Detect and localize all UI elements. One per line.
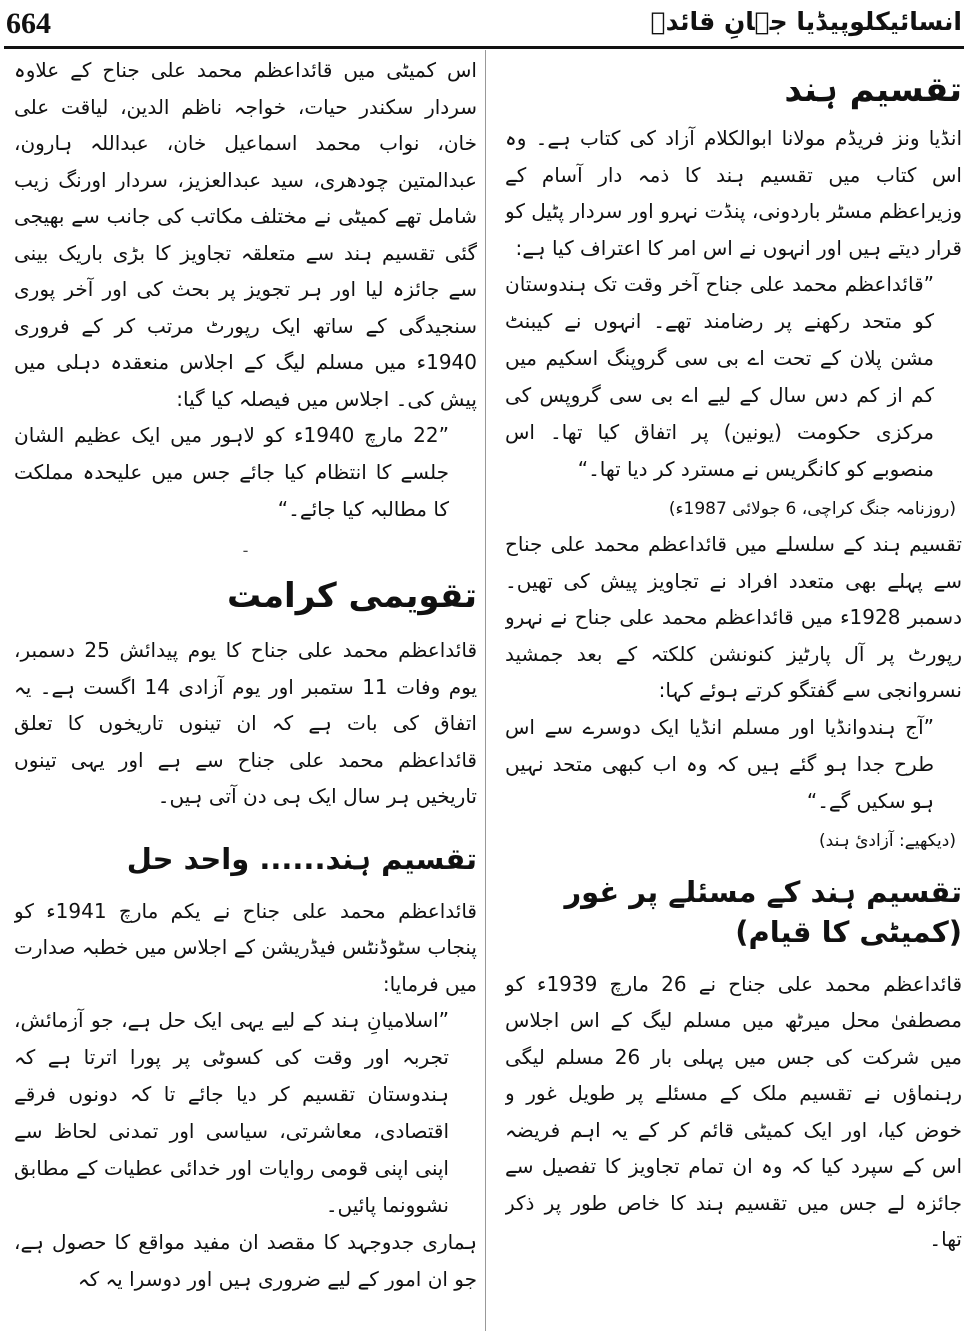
section-heading-partition: تقسیم ہند	[784, 70, 962, 110]
block-quote: ”قائداعظم محمد علی جناح آخر وقت تک ہندوستان کو متحد رکھنے پر رضامند تھے۔ انہوں نے کیبنٹ مشن پلان کے تحت اے بی سی گروپنگ اسکیم میں کم از کم دس سال کے لیے اے بی سی گروپس کی مرکزی حکومت (یونین) پر اتفاق کیا تھا۔ اس منصوبے کو کانگریس نے مسترد کر دیا تھا۔“	[505, 272, 934, 481]
paragraph: تقسیم ہند کے سلسلے میں قائداعظم محمد علی جناح سے پہلے بھی متعدد افراد نے تجاویز پیش کی تھیں۔ دسمبر 1928ء میں قائداعظم محمد علی جناح نے نہرو رپورٹ پر آل پارٹیز کنونشن کلکتہ کے بعد جمشید نسروانجی سے گفتگو کرتے ہوئے کہا:	[505, 532, 962, 702]
column-divider	[485, 50, 486, 1331]
left-column	[14, 52, 477, 1333]
paragraph: قائداعظم محمد علی جناح نے یکم مارچ 1941ء کو پنجاب سٹوڈنٹس فیڈریشن کے اجلاس میں خطبہ صدارت میں فرمایا:	[14, 898, 477, 996]
paragraph: قائداعظم محمد علی جناح کا یوم پیدائش 25 دسمبر، یوم وفات 11 ستمبر اور یوم آزادی 14 اگست ہے۔ یہ اتفاق کی بات ہے کہ ان تینوں تاریخوں کا تعلق قائداعظم محمد علی جناح سے ہے اور یہی تینوں تاریخیں ہر سال ایک ہی دن آتی ہیں۔	[14, 638, 477, 808]
paragraph: اس کمیٹی میں قائداعظم محمد علی جناح کے علاوہ سردار سکندر حیات، خواجہ ناظم الدین، لیاقت علی خان، نواب محمد اسماعیل خان، عبداللہ ہارون، عبدالمتین چودھری، سید عبدالعزیز، سردار اورنگ زیب شامل تھے کمیٹی نے مختلف مکاتب کی جانب سے بھیجی گئی تقسیم ہند سے متعلقہ تجاویز کا بڑی باریک بینی سے جائزہ لیا اور ہر تجویز پر بحث کی اور آخر پوری سنجیدگی کے ساتھ ایک رپورٹ مرتب کر کے فروری 1940ء میں مسلم لیگ کے اجلاس منعقدہ دہلی میں پیش کی۔ اجلاس میں فیصلہ کیا گیا:	[14, 58, 477, 411]
cross-reference: (دیکھیے: آزادیٔ ہند)	[819, 830, 956, 851]
block-quote: ”آج ہندوانڈیا اور مسلم انڈیا ایک دوسرے سے اس طرح جدا ہو گئے ہیں کہ وہ اب کبھی متحد نہیں ہو سکیں گے۔“	[505, 714, 934, 813]
section-heading-only-solution: تقسیم ہند...... واحد حل	[126, 841, 477, 876]
page-number: 664	[6, 7, 51, 40]
paragraph: قائداعظم محمد علی جناح نے 26 مارچ 1939ء کو مصطفیٰ محل میرٹھ میں مسلم لیگ کے اس اجلاس میں شرکت کی جس میں پہلی بار 26 مسلم لیگی رہنماؤں نے تقسیم ملک کے مسئلے پر طویل غور و خوض کیا، اور ایک کمیٹی قائم کر کے یہ اہم فریضہ اس کے سپرد کیا کہ وہ ان تمام تجاویز کا تفصیل سے جائزہ لے جس میں تقسیم ہند کا خاص طور پر ذکر تھا۔	[505, 971, 962, 1251]
right-column	[505, 52, 962, 1333]
paragraph: انڈیا ونز فریڈم مولانا ابوالکلام آزاد کی کتاب ہے۔ وہ اس کتاب میں تقسیم ہند کا ذمہ دار آسام کے وزیراعظم مسٹر باردونی، پنڈت نہرو اور سردار پٹیل کو قرار دیتے ہیں اور انہوں نے اس امر کا اعتراف کیا ہے:	[505, 126, 962, 260]
section-heading-committee: تقسیم ہند کے مسئلے پر غور (کمیٹی کا قیام)	[564, 874, 962, 949]
section-heading-calendar: تقویمی کرامت	[227, 576, 477, 616]
running-head-title: انسائیکلوپیڈیا جہانِ قائدؒ	[650, 7, 962, 36]
paragraph: ہماری جدوجہد کا مقصد ان مفید مواقع کا حصول ہے، جو ان امور کے لیے ضروری ہیں اور دوسرا یہ کہ	[14, 1230, 477, 1291]
separator-mark: -	[242, 541, 249, 560]
header-rule	[4, 46, 964, 49]
block-quote: ”اسلامیانِ ہند کے لیے یہی ایک حل ہے، جو آزمائش، تجربہ اور وقت کی کسوٹی پر پورا اترتا ہے کہ ہندوستان تقسیم کر دیا جائے تا کہ دونوں فرقے اقتصادی، معاشرتی، سیاسی اور تمدنی لحاظ سے اپنی اپنی قومی روایات اور خدائی عطیات کے مطابق نشوونما پائیں۔	[14, 1008, 449, 1217]
block-quote: ”22 مارچ 1940ء کو لاہور میں ایک عظیم الشان جلسے کا انتظام کیا جائے جس میں علیحدہ مملکت کا مطالبہ کیا جائے۔“	[14, 423, 449, 521]
source-citation: (روزنامہ جنگ کراچی، 6 جولائی 1987ء)	[668, 499, 956, 519]
